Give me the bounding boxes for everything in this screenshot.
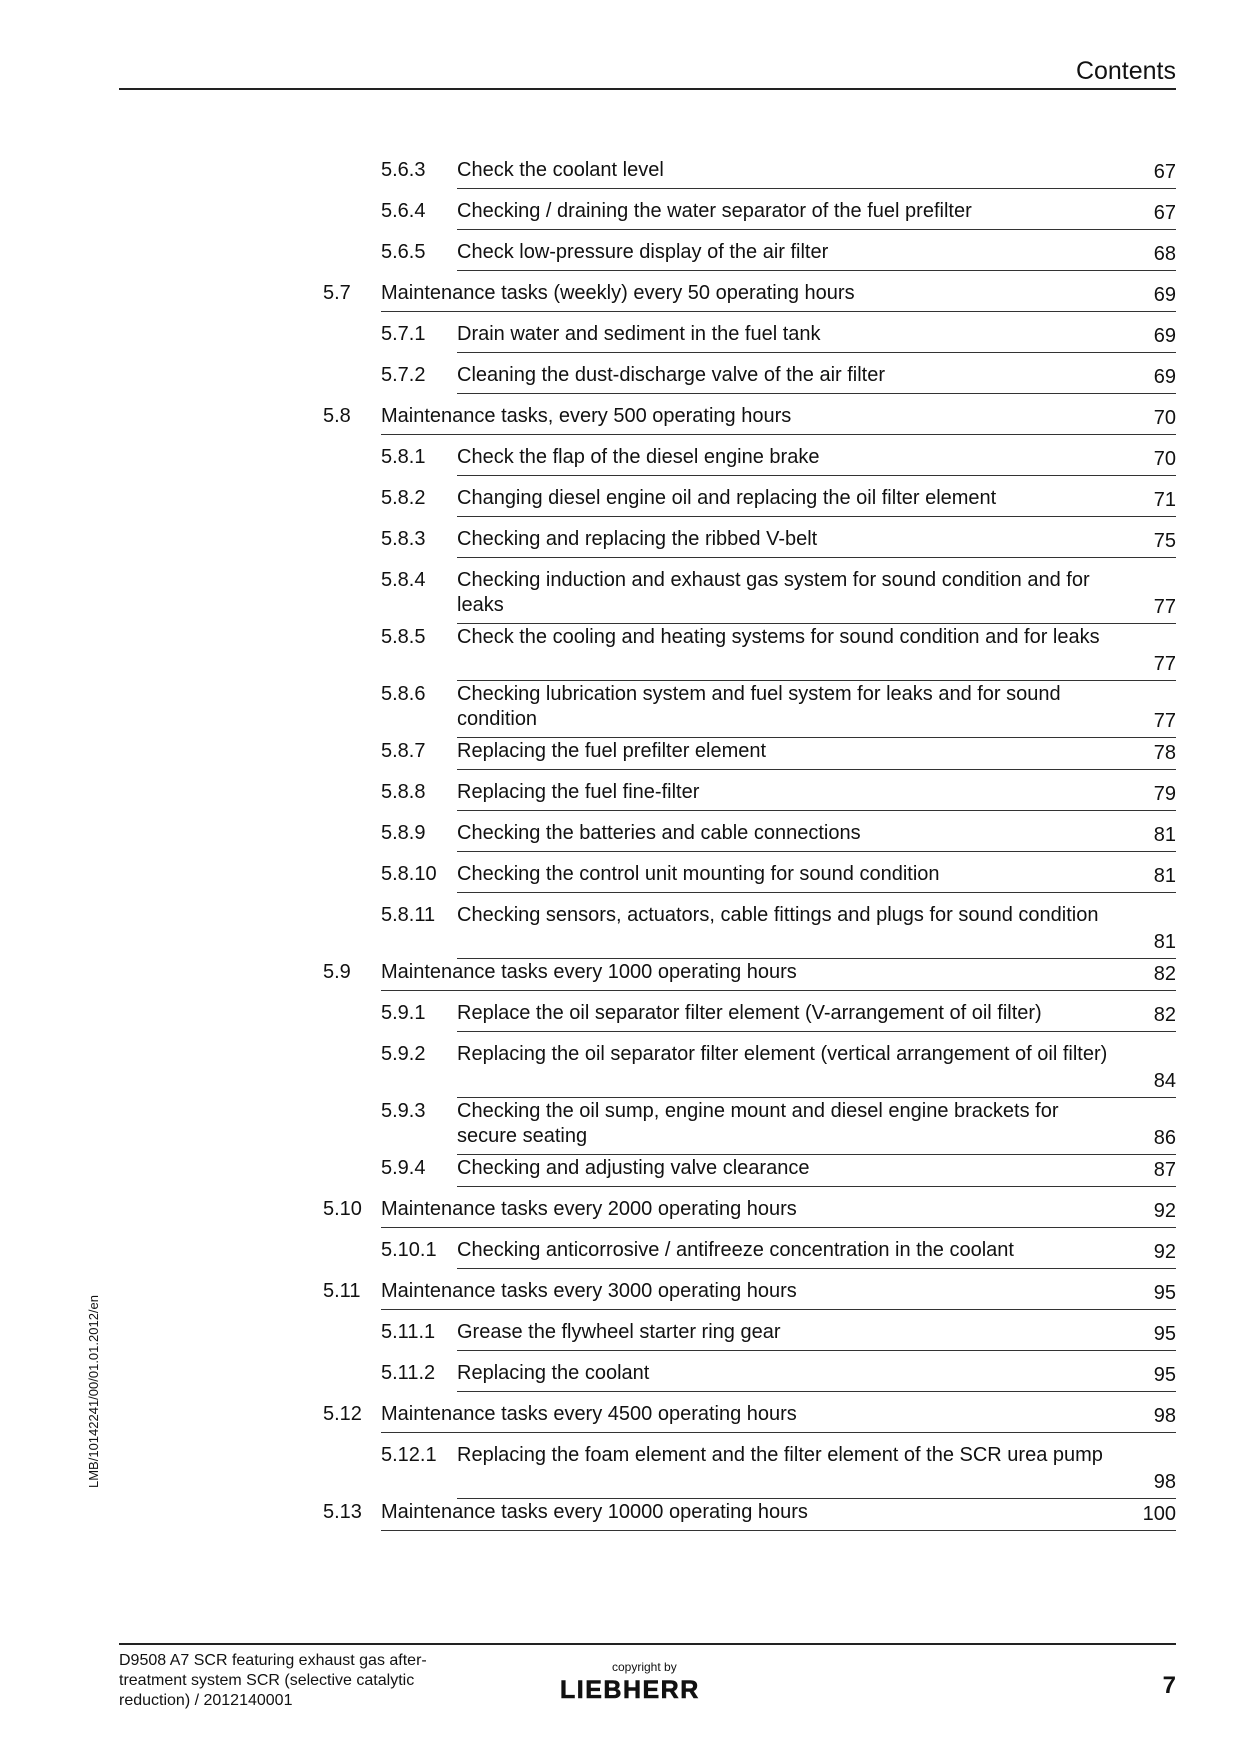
toc-entry[interactable] [381, 158, 1176, 183]
toc-entry-page: 67 [1153, 202, 1176, 224]
toc-entry-number: 5.6.4 [381, 200, 426, 222]
toc-entry-page: 95 [1153, 1364, 1176, 1386]
toc-entry[interactable] [381, 1361, 1176, 1386]
toc-entry-underline [381, 990, 1176, 991]
toc-entry-number: 5.13 [323, 1501, 362, 1523]
toc-entry-title: Maintenance tasks every 1000 operating hours [381, 961, 797, 983]
toc-entry-underline [457, 1350, 1176, 1351]
liebherr-logo-text: LIEBHERR [560, 1676, 700, 1702]
toc-entry-title: Replacing the oil separator filter element (vertical arrangement of oil filter) [457, 1043, 1108, 1065]
toc-entry-number: 5.8.3 [381, 528, 426, 550]
toc-entry-number: 5.9 [323, 961, 351, 983]
toc-entry-underline [381, 1530, 1176, 1531]
toc-entry-page: 100 [1142, 1503, 1176, 1525]
toc-entry-title: Cleaning the dust-discharge valve of the air filter [457, 364, 886, 386]
toc-entry-title: Maintenance tasks (weekly) every 50 operating hours [381, 282, 855, 304]
toc-entry[interactable] [381, 625, 1176, 675]
toc-entry-underline [381, 1432, 1176, 1433]
toc-entry-title: Maintenance tasks every 10000 operating hours [381, 1501, 808, 1523]
document-reference-code: LMB/10142241/00/01.01.2012/en [86, 1294, 101, 1488]
toc-entry-underline [381, 1309, 1176, 1310]
toc-entry-underline [457, 188, 1176, 189]
toc-entry-title: Maintenance tasks every 2000 operating hours [381, 1198, 797, 1220]
toc-entry[interactable] [323, 960, 1176, 985]
toc-entry-number: 5.7.1 [381, 323, 426, 345]
toc-entry-page: 95 [1153, 1323, 1176, 1345]
toc-entry-number: 5.9.1 [381, 1002, 426, 1024]
toc-entry-underline [457, 557, 1176, 558]
toc-entry-underline [381, 311, 1176, 312]
toc-entry-number: 5.12.1 [381, 1444, 437, 1466]
toc-entry-page: 70 [1153, 448, 1176, 470]
toc-entry-number: 5.11 [323, 1280, 361, 1302]
toc-entry-number: 5.12 [323, 1403, 362, 1425]
toc-entry-underline [457, 737, 1176, 738]
toc-entry-underline [457, 851, 1176, 852]
toc-entry-title: Maintenance tasks, every 500 operating hours [381, 405, 792, 427]
toc-entry-underline [457, 680, 1176, 681]
toc-entry-title: Grease the flywheel starter ring gear [457, 1321, 781, 1343]
toc-entry[interactable] [381, 682, 1176, 732]
toc-entry-title: Checking the batteries and cable connections [457, 822, 861, 844]
toc-entry-underline [457, 229, 1176, 230]
toc-entry[interactable] [381, 1320, 1176, 1345]
toc-entry-number: 5.7 [323, 282, 351, 304]
toc-entry-title: Replace the oil separator filter element (V-arrangement of oil filter) [457, 1002, 1042, 1024]
toc-entry-title: Maintenance tasks every 4500 operating hours [381, 1403, 797, 1425]
page-header-title: Contents [1075, 57, 1176, 85]
toc-entry-underline [457, 1097, 1176, 1098]
toc-entry-title: Replacing the fuel prefilter element [457, 740, 767, 762]
toc-entry-number: 5.10 [323, 1198, 362, 1220]
toc-entry-number: 5.9.3 [381, 1100, 426, 1122]
toc-entry-underline [457, 1031, 1176, 1032]
toc-entry-title: Replacing the foam element and the filter element of the SCR urea pump [457, 1444, 1103, 1466]
toc-entry-title: Checking and replacing the ribbed V-belt [457, 528, 818, 550]
toc-entry-page: 68 [1153, 243, 1176, 265]
toc-entry[interactable] [381, 1099, 1176, 1149]
toc-entry-title: Checking sensors, actuators, cable fittings and plugs for sound condition [457, 904, 1099, 926]
toc-entry[interactable] [381, 903, 1176, 953]
toc-entry-title: Check the coolant level [457, 159, 664, 181]
toc-entry-page: 82 [1153, 963, 1176, 985]
liebherr-logo [560, 1676, 740, 1702]
toc-entry-number: 5.8.7 [381, 740, 426, 762]
toc-entry[interactable] [381, 1238, 1176, 1263]
toc-entry-title: Replacing the coolant [457, 1362, 650, 1384]
toc-entry-underline [457, 270, 1176, 271]
toc-entry-title: Checking lubrication system and fuel system for leaks and for sound condition [457, 683, 1061, 730]
toc-entry[interactable] [381, 568, 1176, 618]
toc-entry-title: Checking anticorrosive / antifreeze concentration in the coolant [457, 1239, 1014, 1261]
toc-entry[interactable] [323, 404, 1176, 429]
toc-entry-underline [457, 1268, 1176, 1269]
toc-entry-underline [457, 1186, 1176, 1187]
toc-entry-title: Replacing the fuel fine-filter [457, 781, 700, 803]
toc-entry-number: 5.8.1 [381, 446, 426, 468]
toc-entry[interactable] [381, 445, 1176, 470]
toc-entry-page: 82 [1153, 1004, 1176, 1026]
toc-entry-title: Checking the control unit mounting for sound condition [457, 863, 940, 885]
toc-entry-page: 77 [1153, 710, 1176, 732]
toc-entry-underline [381, 1227, 1176, 1228]
toc-entry-title: Checking induction and exhaust gas system for sound condition and for leaks [457, 569, 1090, 616]
toc-entry-number: 5.8.10 [381, 863, 437, 885]
footer-document-title: D9508 A7 SCR featuring exhaust gas after-treatment system SCR (selective catalytic reduction) / 2012140001 [119, 1652, 427, 1709]
toc-entry-title: Check the cooling and heating systems for sound condition and for leaks [457, 626, 1100, 648]
toc-entry-page: 92 [1153, 1200, 1176, 1222]
toc-entry-number: 5.8.8 [381, 781, 426, 803]
toc-entry-page: 86 [1153, 1127, 1176, 1149]
toc-entry-number: 5.8 [323, 405, 351, 427]
toc-entry[interactable] [381, 780, 1176, 805]
toc-entry-page: 92 [1153, 1241, 1176, 1263]
toc-entry-number: 5.8.5 [381, 626, 426, 648]
toc-entry-underline [457, 1391, 1176, 1392]
toc-entry-number: 5.8.6 [381, 683, 426, 705]
toc-entry-underline [457, 475, 1176, 476]
toc-entry-page: 67 [1153, 161, 1176, 183]
toc-entry-page: 98 [1153, 1405, 1176, 1427]
toc-entry[interactable] [323, 1197, 1176, 1222]
toc-entry[interactable] [381, 527, 1176, 552]
toc-entry[interactable] [381, 486, 1176, 511]
toc-entry-page: 81 [1153, 931, 1176, 953]
toc-entry[interactable] [381, 199, 1176, 224]
toc-entry-number: 5.7.2 [381, 364, 426, 386]
toc-entry[interactable] [381, 739, 1176, 764]
toc-entry-page: 81 [1153, 824, 1176, 846]
toc-entry[interactable] [323, 281, 1176, 306]
toc-entry-title: Check low-pressure display of the air filter [457, 241, 829, 263]
header-divider [119, 88, 1176, 90]
toc-entry-number: 5.9.4 [381, 1157, 426, 1179]
toc-entry-number: 5.8.9 [381, 822, 426, 844]
toc-entry-underline [457, 393, 1176, 394]
toc-entry-number: 5.6.5 [381, 241, 426, 263]
toc-entry[interactable] [323, 1500, 1176, 1525]
toc-entry-underline [381, 434, 1176, 435]
toc-entry-underline [457, 892, 1176, 893]
toc-entry-title: Maintenance tasks every 3000 operating hours [381, 1280, 797, 1302]
toc-entry[interactable] [381, 322, 1176, 347]
toc-entry[interactable] [381, 363, 1176, 388]
toc-entry-title: Checking / draining the water separator of the fuel prefilter [457, 200, 972, 222]
footer-copyright: copyright by [612, 1660, 677, 1674]
toc-entry[interactable] [381, 1042, 1176, 1092]
toc-entry-page: 75 [1153, 530, 1176, 552]
toc-entry[interactable] [323, 1402, 1176, 1427]
toc-entry[interactable] [323, 1279, 1176, 1304]
toc-entry[interactable] [381, 1156, 1176, 1181]
page-number: 7 [1162, 1672, 1176, 1699]
toc-entry-underline [457, 958, 1176, 959]
toc-entry[interactable] [381, 821, 1176, 846]
toc-entry-underline [457, 623, 1176, 624]
toc-entry-page: 69 [1153, 325, 1176, 347]
toc-entry[interactable] [381, 1443, 1176, 1493]
toc-entry-page: 95 [1153, 1282, 1176, 1304]
toc-entry-page: 69 [1153, 366, 1176, 388]
toc-entry-title: Checking the oil sump, engine mount and diesel engine brackets for secure seating [457, 1100, 1059, 1147]
toc-entry-page: 98 [1153, 1471, 1176, 1493]
toc-entry-number: 5.8.2 [381, 487, 426, 509]
toc-entry-title: Drain water and sediment in the fuel tank [457, 323, 821, 345]
toc-entry-page: 78 [1153, 742, 1176, 764]
toc-entry-title: Check the flap of the diesel engine brake [457, 446, 820, 468]
toc-entry-page: 69 [1153, 284, 1176, 306]
toc-entry-number: 5.9.2 [381, 1043, 426, 1065]
toc-entry-number: 5.8.11 [381, 904, 436, 926]
toc-entry-number: 5.10.1 [381, 1239, 437, 1261]
toc-entry-underline [457, 1498, 1176, 1499]
toc-entry-underline [457, 516, 1176, 517]
toc-entry[interactable] [381, 240, 1176, 265]
toc-entry-page: 70 [1153, 407, 1176, 429]
toc-entry-underline [457, 769, 1176, 770]
footer-divider [119, 1643, 1176, 1645]
toc-entry-number: 5.11.1 [381, 1321, 436, 1343]
toc-entry-page: 81 [1153, 865, 1176, 887]
toc-entry-page: 84 [1153, 1070, 1176, 1092]
toc-entry[interactable] [381, 862, 1176, 887]
toc-entry-title: Checking and adjusting valve clearance [457, 1157, 810, 1179]
toc-entry-number: 5.6.3 [381, 159, 426, 181]
toc-entry-page: 71 [1153, 489, 1176, 511]
toc-entry-page: 77 [1153, 596, 1176, 618]
toc-entry-number: 5.11.2 [381, 1362, 436, 1384]
toc-entry-page: 87 [1153, 1159, 1176, 1181]
toc-entry-title: Changing diesel engine oil and replacing the oil filter element [457, 487, 997, 509]
toc-entry-underline [457, 1154, 1176, 1155]
toc-entry-number: 5.8.4 [381, 569, 426, 591]
toc-entry-page: 79 [1153, 783, 1176, 805]
toc-entry-page: 77 [1153, 653, 1176, 675]
toc-entry[interactable] [381, 1001, 1176, 1026]
toc-entry-underline [457, 810, 1176, 811]
toc-entry-underline [457, 352, 1176, 353]
